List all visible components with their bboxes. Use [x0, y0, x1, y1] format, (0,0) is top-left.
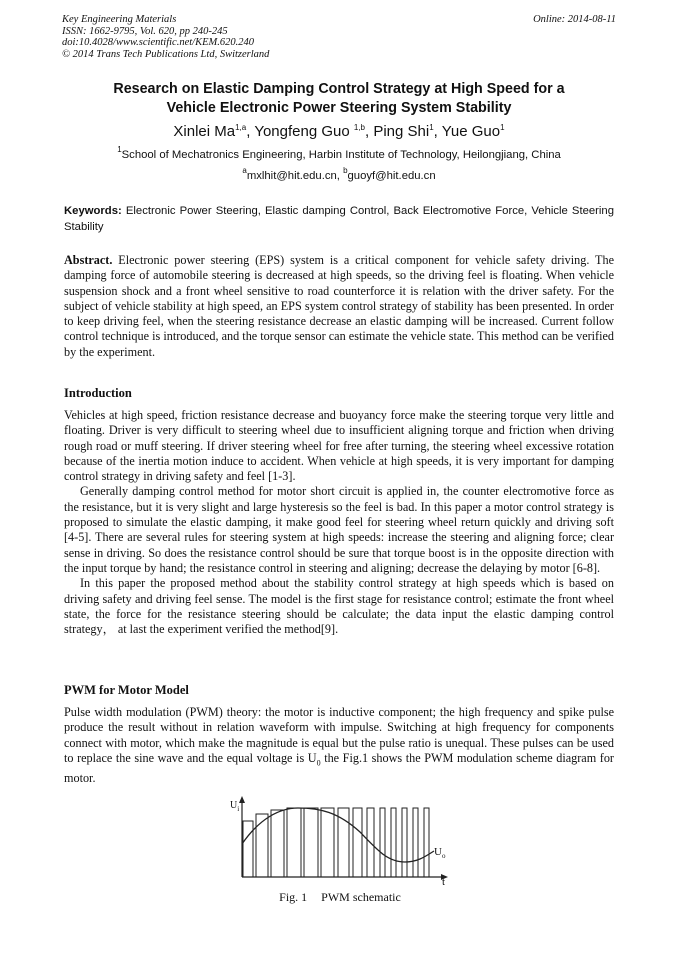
- y-axis-arrow: [239, 796, 245, 803]
- pwm-heading: PWM for Motor Model: [64, 683, 189, 697]
- online-date: Online: 2014-08-11: [533, 14, 616, 25]
- pwm-pulse: [413, 808, 418, 877]
- caption-text: PWM schematic: [321, 890, 401, 904]
- author-separator: ,: [433, 123, 442, 140]
- intro-paragraph-3: In this paper the proposed method about the stability control strategy at high speeds which is based on driving safety and driving feel sense. The model is the first stage for resistance control; estimate the front wheel state, the force for the resistance steering should be calculate; the data input the elastic damping control strategy， at last the experiment verified the method[9].: [64, 576, 614, 637]
- title-line-2: Vehicle Electronic Power Steering System Stability: [166, 100, 512, 116]
- journal-name: Key Engineering Materials: [62, 14, 177, 25]
- keywords: [64, 204, 614, 235]
- pwm-pulse: [353, 808, 362, 877]
- affiliation-sup: 1: [117, 145, 122, 154]
- title-line-1: Research on Elastic Damping Control Strategy at High Speed for a: [113, 81, 565, 97]
- email-b[interactable]: guoyf@hit.edu.cn: [347, 170, 436, 182]
- pwm-schematic-drawing: [220, 796, 460, 892]
- introduction-heading: Introduction: [64, 386, 132, 400]
- pwm-text-a: Pulse width modulation (PWM) theory: the motor is inductive component; the high frequency and spike pulse produce the result without in relation waveform with impulse. Switching at high frequency for components connect with motor, which make the magnitude is equal but the pulse ratio is unequal. These pulses can be used to replace the sine wave and the equal voltage is U: [64, 705, 614, 765]
- author-affil-sup: 1: [429, 123, 434, 132]
- caption-number: Fig. 1: [279, 890, 308, 904]
- pwm-pulse: [271, 810, 284, 877]
- pwm-subscript: 0: [316, 758, 321, 768]
- author-separator: ,: [246, 123, 255, 140]
- author-separator: ,: [364, 123, 374, 140]
- y-axis-label: [230, 800, 239, 813]
- author-list: [40, 123, 638, 140]
- pwm-pulse: [402, 808, 407, 877]
- author-affil-sup: 1,a: [235, 123, 247, 132]
- abstract: [64, 253, 614, 360]
- pwm-pulse: [321, 808, 334, 877]
- author-name: Yue Guo: [441, 123, 501, 140]
- curve-label-sub: o: [441, 852, 446, 861]
- pwm-pulses: [243, 808, 429, 877]
- pwm-text-b: the Fig.1 shows the PWM modulation scheme diagram for motor.: [64, 750, 614, 785]
- email-a[interactable]: mxlhit@hit.edu.cn,: [246, 170, 344, 182]
- author-affil-sup: 1,b: [353, 123, 365, 132]
- x-axis-label: t: [442, 876, 446, 888]
- email-sup-b: b: [343, 166, 348, 175]
- pwm-schematic-figure: [220, 796, 460, 892]
- affiliation-text: School of Mechatronics Engineering, Harbin Institute of Technology, Heilongjiang, China: [121, 149, 561, 161]
- intro-paragraph-1: Vehicles at high speed, friction resistance decrease and buoyancy force make the steering torque very little and floating. Driver is very difficult to steering wheel due to insufficient aligning torque and friction when driving rough road or muff steering. If driver steering wheel for free after turning, the steering wheel excessive rotation because of the inertia motion induce to accident. When vehicle at high speeds, it is very important for damping control strategy in driving safety and feel [1-3].: [64, 408, 614, 484]
- copyright-line: © 2014 Trans Tech Publications Ltd, Switzerland: [62, 48, 270, 60]
- curve-label-text: U: [434, 846, 442, 858]
- pwm-pulse: [256, 814, 268, 877]
- pwm-pulse: [338, 808, 349, 877]
- y-axis-label-sub: i: [237, 805, 240, 813]
- paper-title: [40, 80, 638, 118]
- abstract-label: Abstract.: [64, 253, 113, 267]
- keywords-text: Electronic Power Steering, Elastic damping Control, Back Electromotive Force, Vehicle Steering Stability: [64, 205, 614, 233]
- pwm-pulse: [380, 808, 385, 877]
- pwm-pulse: [424, 808, 429, 877]
- keywords-label: Keywords:: [64, 205, 122, 217]
- author-name: Ping Shi: [373, 123, 430, 140]
- email-sup-a: a: [242, 166, 247, 175]
- pwm-pulse: [287, 808, 301, 877]
- author-name: Yongfeng Guo: [254, 123, 354, 140]
- affiliation: [40, 145, 638, 161]
- issn-line: ISSN: 1662-9795, Vol. 620, pp 240-245: [62, 25, 228, 37]
- pwm-pulse: [304, 808, 318, 877]
- pwm-paragraph-1: [64, 705, 614, 786]
- journal-header: [62, 14, 269, 60]
- pwm-body: [64, 705, 614, 786]
- introduction-body: [64, 408, 614, 637]
- abstract-text: Electronic power steering (EPS) system is a critical component for vehicle safety driving. The damping force of automobile steering is decreased at high speeds, so the driving feel is floating. When vehicle suspension shock and a front wheel sensitive to road counterforce it is relation with the driver safety. For the subject of vehicle stability at high speed, an EPS system control strategy of stability has been presented. In order to keep driving feel, when the steering resistance decrease an elastic damping will be increased. Current follow control technique is introduced, and the torque sensor can estimate the vehicle state. This method can be verified by the experiment.: [64, 253, 614, 359]
- author-affil-sup: 1: [500, 123, 505, 132]
- author-emails: [40, 166, 638, 182]
- figure-caption: [220, 890, 460, 905]
- pwm-pulse: [391, 808, 396, 877]
- curve-label: [434, 846, 445, 860]
- author-name: Xinlei Ma: [173, 123, 236, 140]
- y-axis-label-text: U: [230, 800, 238, 811]
- intro-paragraph-2: Generally damping control method for motor short circuit is applied in, the counter electromotive force as the resistance, but it is very slight and large hysteresis so the feel is bad. In this paper a motor control strategy is proposed to simulate the elastic damping, it make good feel for steering wheel return quickly and driving soft [4-5]. There are several rules for steering system at high speeds: increase the steering and aligning force; clear sense in driving. So does the resistance control should be sure that torque boost is in the opposite direction with the input torque by hand; the resistance control in steering and aligning; decrease the delaying by motor [6-8].: [64, 484, 614, 575]
- pwm-pulse: [243, 821, 253, 877]
- doi-line[interactable]: doi:10.4028/www.scientific.net/KEM.620.240: [62, 37, 254, 48]
